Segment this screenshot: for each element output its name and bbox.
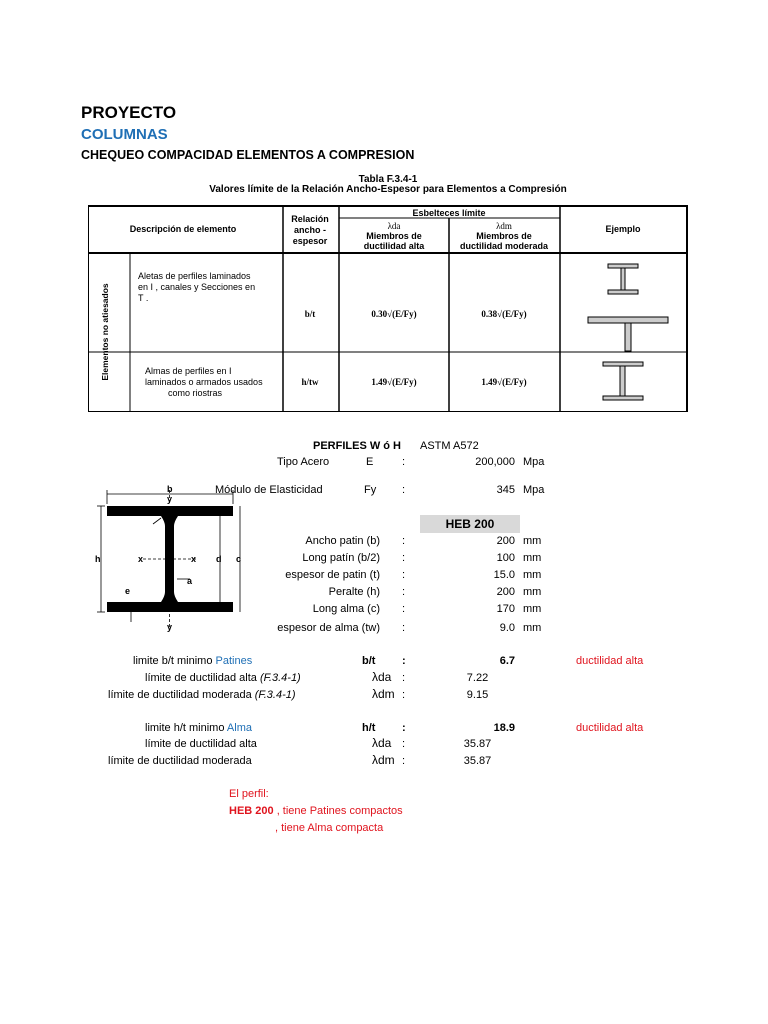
row2-ratio: h/tw [301,377,319,387]
axis-x-right: x [191,554,197,564]
e-unit: Mpa [523,456,545,468]
example-sketch-2 [603,362,643,400]
colon: : [402,484,406,496]
col-rel-header-1: Relación [291,214,329,224]
colon: : [402,655,406,667]
dim-h: h [95,554,101,564]
axis-x-left: x [138,554,144,564]
row-label: espesor de patin (t) [285,569,380,581]
row2-da: 1.49√(E/Fy) [371,377,417,387]
table-caption-2: Valores límite de la Relación Ancho-Espesor para Elementos a Compresión [209,184,567,195]
row1-dm: 0.38√(E/Fy) [481,309,527,319]
flange-da-symbol: λda [372,670,392,684]
row1-desc-3: T . [138,293,149,303]
row-label: espesor de alma (tw) [277,622,380,634]
colon: : [402,586,406,598]
side-label: Elementos no atiesados [100,283,110,381]
axis-y-top: y [167,494,173,504]
flange-da-value: 7.22 [466,672,489,684]
row-label: Ancho patin (b) [305,535,380,547]
row-value: 9.0 [499,622,515,634]
flange-da-label: límite de ductilidad alta (F.3.4-1) [145,672,301,684]
colon: : [402,755,406,767]
web-highlight: Alma [226,722,252,734]
row2-desc-1: Almas de perfiles en I [145,366,232,376]
dim-b: b [167,484,173,494]
row-unit: mm [523,586,542,598]
flange-dm-label: límite de ductilidad moderada (F.3.4-1) [108,689,296,701]
col-dm-header-2: ductilidad moderada [459,241,549,251]
section-name-cell: HEB 200 [420,515,520,533]
col-da-header-1: Miembros de [366,231,422,241]
row1-desc-2: en I , canales y Secciones en [138,282,256,292]
col-desc-header: Descripción de elemento [129,224,237,234]
conclusion-line-1: El perfil: [229,788,269,800]
web-dm-label: límite de ductilidad moderada [108,755,252,767]
dim-c: c [236,554,242,564]
web-check-label: limite h/t minimo Alma [145,722,252,734]
flange-ratio-label: b/t [362,655,376,667]
colon: : [402,535,406,547]
row-label: Long alma (c) [312,603,380,615]
colon: : [402,552,406,564]
fy-value: 345 [496,484,515,496]
web-dm-symbol: λdm [372,753,395,767]
web-result: ductilidad alta [576,722,644,734]
colon: : [402,569,406,581]
flange-dm-value: 9.15 [466,689,489,701]
flange-highlight: Patines [215,655,253,667]
modulus-label: Módulo de Elasticidad [215,484,323,496]
page-subtitle: CHEQUEO COMPACIDAD ELEMENTOS A COMPRESION [81,148,415,162]
steel-type-label: Tipo Acero [277,456,330,468]
row1-desc-1: Aletas de perfiles laminados [138,271,251,281]
flange-ratio-value: 6.7 [499,655,515,667]
col-limits-header: Esbelteces límite [412,208,486,218]
row-value: 200 [496,586,515,598]
row2-desc-2: laminados o armados usados [145,377,263,387]
dim-e: e [125,586,131,596]
section-title: COLUMNAS [81,126,168,143]
row-label: Long patín (b/2) [302,552,380,564]
row1-da: 0.30√(E/Fy) [371,309,417,319]
flange-dm-symbol: λdm [372,687,395,701]
row2-desc-3: como riostras [168,388,223,398]
row-unit: mm [523,603,542,615]
reference-table-f341 [88,172,688,412]
colon: : [402,722,406,734]
row-value: 170 [496,603,515,615]
project-title: PROYECTO [81,103,177,122]
dim-d: d [216,554,222,564]
e-symbol: E [366,456,374,468]
fy-symbol: Fy [364,484,377,496]
web-dm-value: 35.87 [463,755,492,767]
col-da-header-2: ductilidad alta [363,241,425,251]
flange-result: ductilidad alta [576,655,644,667]
web-da-label: límite de ductilidad alta [145,738,257,750]
row-value: 100 [496,552,515,564]
row-label: Peralte (h) [328,586,380,598]
row2-dm: 1.49√(E/Fy) [481,377,527,387]
dim-a: a [187,576,193,586]
web-ratio-label: h/t [362,722,376,734]
table-caption-1: Tabla F.3.4-1 [358,174,418,185]
col-rel-header-3: espesor [292,236,328,246]
example-sketch-1 [588,264,668,351]
col-example-header: Ejemplo [605,224,641,234]
row-value: 200 [496,535,515,547]
web-da-symbol: λda [372,736,392,750]
row-unit: mm [523,552,542,564]
e-value: 200,000 [475,456,515,468]
profile-type-label: PERFILES W ó H [313,440,401,452]
col-da-symbol: λda [387,221,401,231]
axis-y-bottom: y [167,622,173,632]
colon: : [402,603,406,615]
web-ratio-value: 18.9 [493,722,515,734]
row-value: 15.0 [493,569,515,581]
flange-check-label: limite b/t minimo Patines [133,655,253,667]
web-da-value: 35.87 [463,738,492,750]
fy-unit: Mpa [523,484,545,496]
conclusion-profile: HEB 200 [229,805,274,817]
row1-ratio: b/t [304,309,316,319]
colon: : [402,738,406,750]
colon: : [402,622,406,634]
conclusion-line-2: HEB 200 , tiene Patines compactos [229,805,403,817]
col-dm-symbol: λdm [496,221,512,231]
col-rel-header-2: ancho - [293,225,327,235]
row-unit: mm [523,569,542,581]
conclusion-line-3: , tiene Alma compacta [275,822,384,834]
colon: : [402,689,406,701]
colon: : [402,456,406,468]
row-unit: mm [523,622,542,634]
colon: : [402,672,406,684]
col-dm-header-1: Miembros de [476,231,532,241]
row-unit: mm [523,535,542,547]
astm-label: ASTM A572 [420,440,479,452]
h-beam-section-diagram [95,482,255,632]
